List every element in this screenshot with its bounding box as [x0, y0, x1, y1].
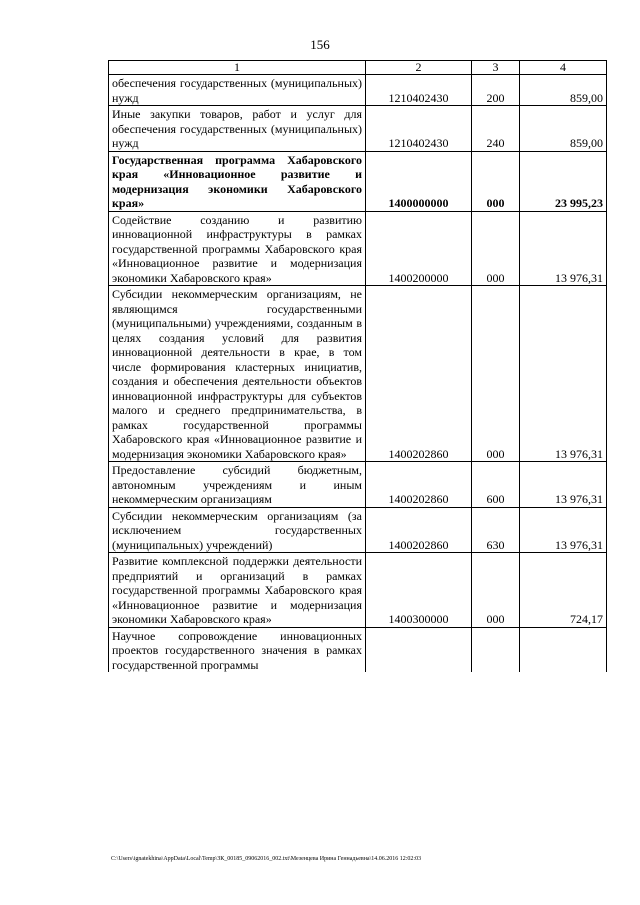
row-description: обеспечения государственных (муниципальных) нужд	[109, 75, 366, 106]
row-expense-type: 630	[472, 507, 520, 553]
table-row	[109, 553, 607, 628]
row-sum	[520, 627, 607, 672]
page-number: 156	[310, 37, 330, 52]
row-expense-type: 600	[472, 462, 520, 508]
table-row	[109, 75, 607, 106]
row-sum: 13 976,31	[520, 462, 607, 508]
row-expense-type: 000	[472, 286, 520, 462]
column-header-2: 2	[366, 61, 472, 75]
table-row	[109, 462, 607, 508]
row-sum: 13 976,31	[520, 211, 607, 286]
row-description: Субсидии некоммерческим организациям (за исключением государственных (муниципальных) учреждений)	[109, 507, 366, 553]
row-description: Субсидии некоммерческим организациям, не являющимся государственными (муниципальными) учреждениями, созданным в целях создания условий для развития инновационной деятельности в крае, в том числе формирования кластерных инициатив, создания и обеспечения деятельности объектов инновационной инфраструктуры для субъектов малого и среднего предпринимательства, в рамках государственной программы Хабаровского края «Инновационное развитие и модернизация экономики Хабаровского края»	[109, 286, 366, 462]
row-sum: 13 976,31	[520, 507, 607, 553]
row-description: Развитие комплексной поддержки деятельности предприятий и организаций в рамках государственной программы Хабаровского края «Инновационное развитие и модернизация экономики Хабаровского края»	[109, 553, 366, 628]
row-description: Предоставление субсидий бюджетным, автономным учреждениям и иным некоммерческим организациям	[109, 462, 366, 508]
row-sum: 859,00	[520, 106, 607, 152]
row-description: Иные закупки товаров, работ и услуг для обеспечения государственных (муниципальных) нужд	[109, 106, 366, 152]
file-path-footer: C:\Users\ignatekhina\AppData\Local\Temp\ЗК_00185_09062016_002.txt\Мезенцева Ирина Геннадьевна\14.06.2016 12:02:03	[111, 856, 422, 862]
row-expense-type	[472, 627, 520, 672]
row-code: 1400202860	[366, 462, 472, 508]
table-row	[109, 106, 607, 152]
row-sum: 859,00	[520, 75, 607, 106]
row-code: 1210402430	[366, 75, 472, 106]
column-header-3: 3	[472, 61, 520, 75]
column-header-1: 1	[109, 61, 366, 75]
row-description: Государственная программа Хабаровского края «Инновационное развитие и модернизация экономики Хабаровского края»	[109, 151, 366, 211]
row-sum: 23 995,23	[520, 151, 607, 211]
table-row	[109, 286, 607, 462]
row-expense-type: 000	[472, 553, 520, 628]
row-sum: 13 976,31	[520, 286, 607, 462]
row-code: 1400202860	[366, 507, 472, 553]
table-row	[109, 627, 607, 672]
row-code: 1400000000	[366, 151, 472, 211]
row-code: 1400300000	[366, 553, 472, 628]
row-expense-type: 000	[472, 211, 520, 286]
row-expense-type: 240	[472, 106, 520, 152]
row-code	[366, 627, 472, 672]
table-row	[109, 507, 607, 553]
row-expense-type: 000	[472, 151, 520, 211]
column-header-4: 4	[520, 61, 607, 75]
row-code: 1400200000	[366, 211, 472, 286]
table-row	[109, 211, 607, 286]
row-sum: 724,17	[520, 553, 607, 628]
row-expense-type: 200	[472, 75, 520, 106]
row-description: Содействие созданию и развитию инновационной инфраструктуры в рамках государственной программы Хабаровского края «Инновационное развитие и модернизация экономики Хабаровского края»	[109, 211, 366, 286]
budget-table	[108, 60, 607, 672]
row-description: Научное сопровождение инновационных проектов государственного значения в рамках государственной программы	[109, 627, 366, 672]
table-row	[109, 151, 607, 211]
row-code: 1400202860	[366, 286, 472, 462]
row-code: 1210402430	[366, 106, 472, 152]
table-header-row	[109, 61, 607, 75]
